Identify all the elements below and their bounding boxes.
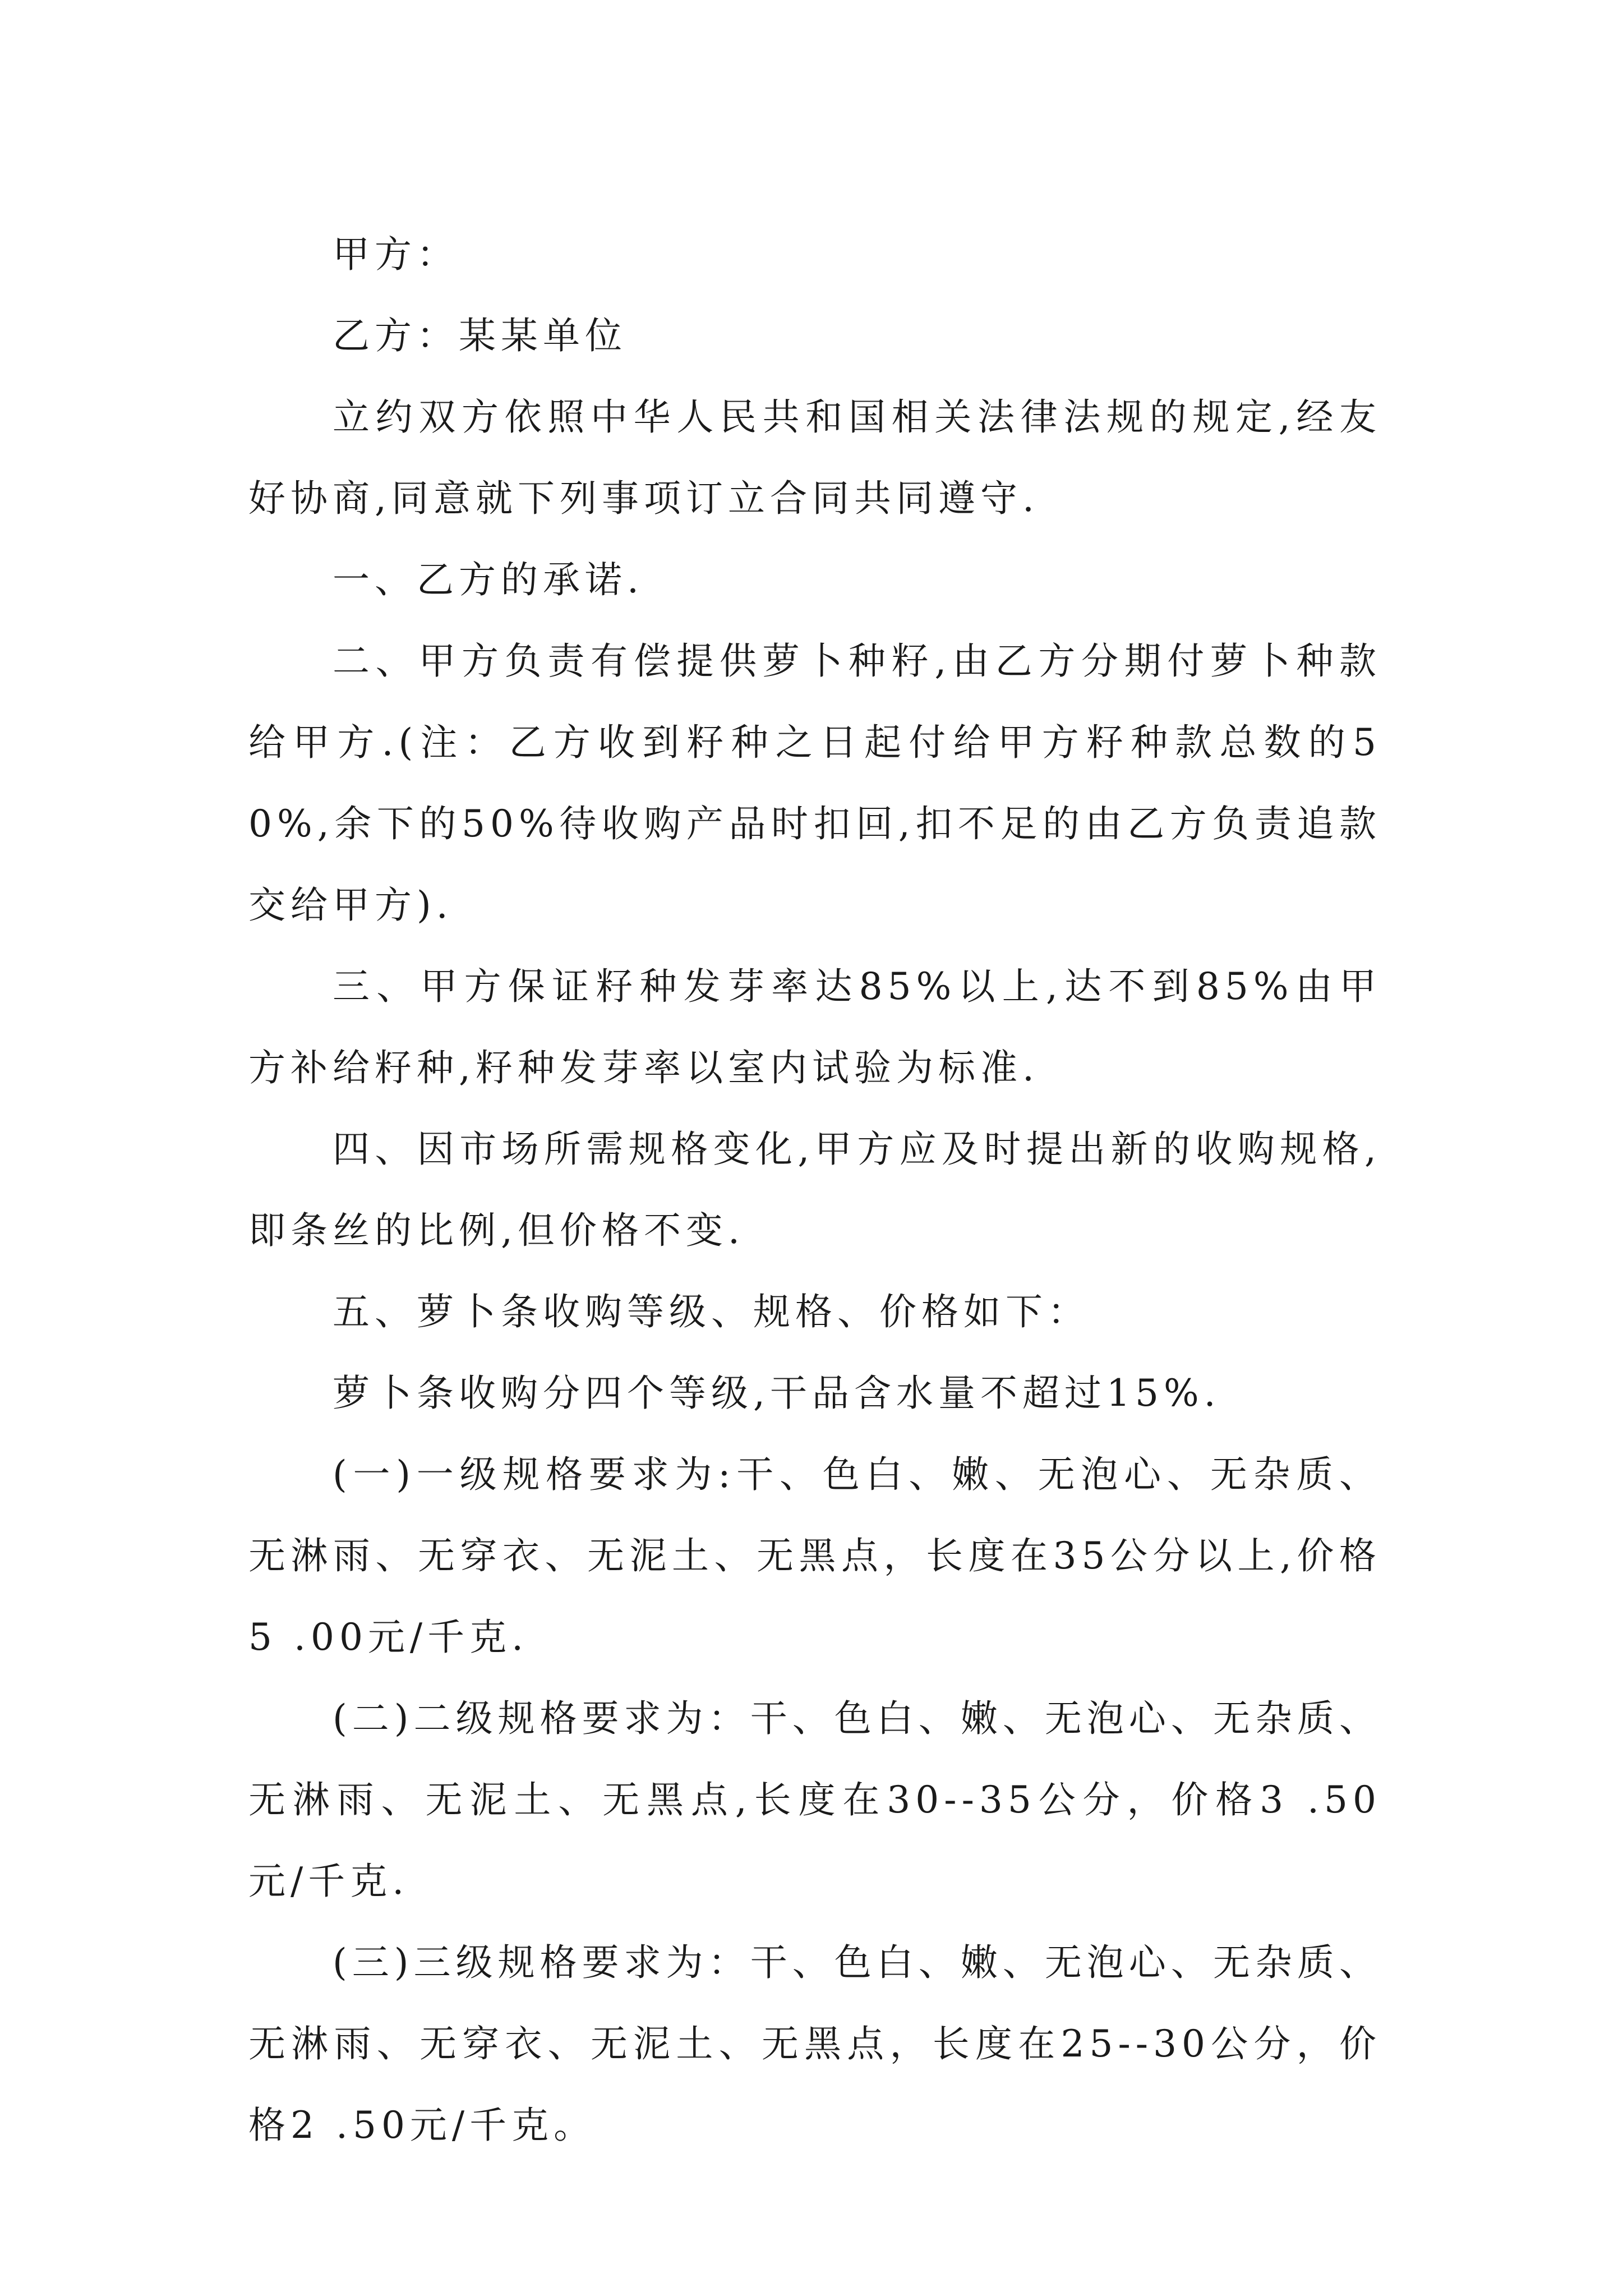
preamble-paragraph: 立约双方依照中华人民共和国相关法律法规的规定,经友好协商,同意就下列事项订立合同共同遵守. [248, 395, 1381, 520]
grading-summary: 萝卜条收购分四个等级,干品含水量不超过15%. [333, 1372, 1221, 1415]
grade-1-spec: (一)一级规格要求为:干、色白、嫩、无泡心、无杂质、无淋雨、无穿衣、无泥土、无黑点，长度在35公分以上,价格5 .00元/千克. [248, 1453, 1381, 1659]
clause-1: 一、乙方的承诺. [333, 558, 644, 601]
clause-4: 四、因市场所需规格变化,甲方应及时提出新的收购规格,即条丝的比例,但价格不变. [248, 1128, 1381, 1252]
party-b-line: 乙方：某某单位 [333, 314, 627, 357]
grade-2-spec: (二)二级规格要求为：干、色白、嫩、无泡心、无杂质、无淋雨、无泥土、无黑点,长度在30--35公分，价格3 .50元/千克. [248, 1697, 1381, 1903]
clause-2: 二、甲方负责有偿提供萝卜种籽,由乙方分期付萝卜种款给甲方.(注：乙方收到籽种之日起付给甲方籽种款总数的50%,余下的50%待收购产品时扣回,扣不足的由乙方负责追款交给甲方). [248, 639, 1381, 927]
party-a-line: 甲方： [333, 233, 459, 276]
grade-3-spec: (三)三级规格要求为：干、色白、嫩、无泡心、无杂质、无淋雨、无穿衣、无泥土、无黑点，长度在25--30公分，价格2 .50元/千克。 [248, 1941, 1381, 2147]
document-body [248, 214, 1381, 2166]
clause-5: 五、萝卜条收购等级、规格、价格如下： [333, 1290, 1090, 1333]
clause-3: 三、甲方保证籽种发芽率达85%以上,达不到85%由甲方补给籽种,籽种发芽率以室内试验为标准. [248, 965, 1381, 1089]
